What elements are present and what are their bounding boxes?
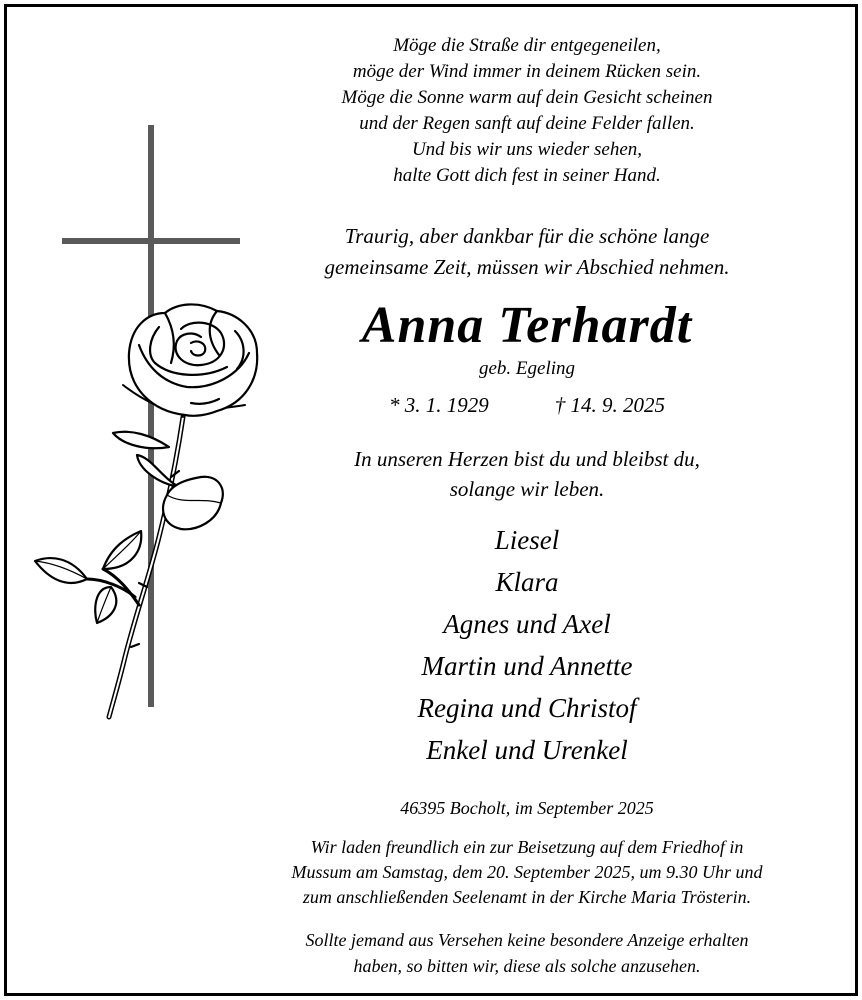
intro-line: Traurig, aber dankbar für die schöne lange bbox=[344, 224, 710, 248]
poem-line: Möge die Sonne warm auf dein Gesicht scheinen bbox=[341, 87, 713, 108]
mourner-name: Agnes und Axel bbox=[443, 609, 611, 639]
mourner-name: Klara bbox=[495, 567, 559, 597]
apology-line: haben, so bitten wir, diese als solche anzusehen. bbox=[353, 956, 701, 976]
quote-line: solange wir leben. bbox=[449, 477, 605, 501]
poem-line: und der Regen sanft auf deine Felder fallen. bbox=[359, 113, 695, 134]
poem-line: halte Gott dich fest in seiner Hand. bbox=[393, 165, 661, 186]
death-date: † 14. 9. 2025 bbox=[554, 393, 665, 417]
mourner-name: Regina und Christof bbox=[417, 693, 637, 723]
apology-line: Sollte jemand aus Versehen keine besondere Anzeige erhalten bbox=[305, 930, 749, 950]
birth-date: * 3. 1. 1929 bbox=[389, 393, 489, 417]
apology-note bbox=[247, 927, 807, 979]
mourners-list bbox=[247, 519, 807, 771]
mourner-name: Martin und Annette bbox=[421, 651, 633, 681]
farewell-intro bbox=[247, 221, 807, 283]
notice-line: Wir laden freundlich ein zur Beisetzung auf dem Friedhof in bbox=[310, 837, 744, 857]
life-dates bbox=[247, 391, 807, 419]
memorial-quote bbox=[247, 444, 807, 504]
mourner-name: Enkel und Urenkel bbox=[426, 735, 628, 765]
deceased-name: Anna Terhardt bbox=[361, 297, 693, 354]
cross-rose-illustration bbox=[31, 117, 281, 737]
mourner-name: Liesel bbox=[494, 525, 560, 555]
quote-line: In unseren Herzen bist du und bleibst du, bbox=[354, 447, 700, 471]
poem-line: möge der Wind immer in deinem Rücken sein. bbox=[352, 61, 702, 82]
funeral-notice bbox=[247, 835, 807, 910]
poem bbox=[247, 33, 807, 189]
place-date: 46395 Bocholt, im September 2025 bbox=[400, 798, 654, 818]
poem-line: Möge die Straße dir entgegeneilen, bbox=[393, 35, 661, 56]
notice-line: zum anschließenden Seelenamt in der Kirche Maria Trösterin. bbox=[302, 887, 752, 907]
obituary-frame bbox=[4, 4, 858, 996]
intro-line: gemeinsame Zeit, müssen wir Abschied nehmen. bbox=[324, 255, 730, 279]
cross-icon bbox=[62, 125, 240, 707]
poem-line: Und bis wir uns wieder sehen, bbox=[411, 139, 643, 160]
birth-name: geb. Egeling bbox=[478, 358, 576, 379]
notice-line: Mussum am Samstag, dem 20. September 2025, um 9.30 Uhr und bbox=[291, 862, 763, 882]
rose-icon bbox=[35, 304, 257, 717]
